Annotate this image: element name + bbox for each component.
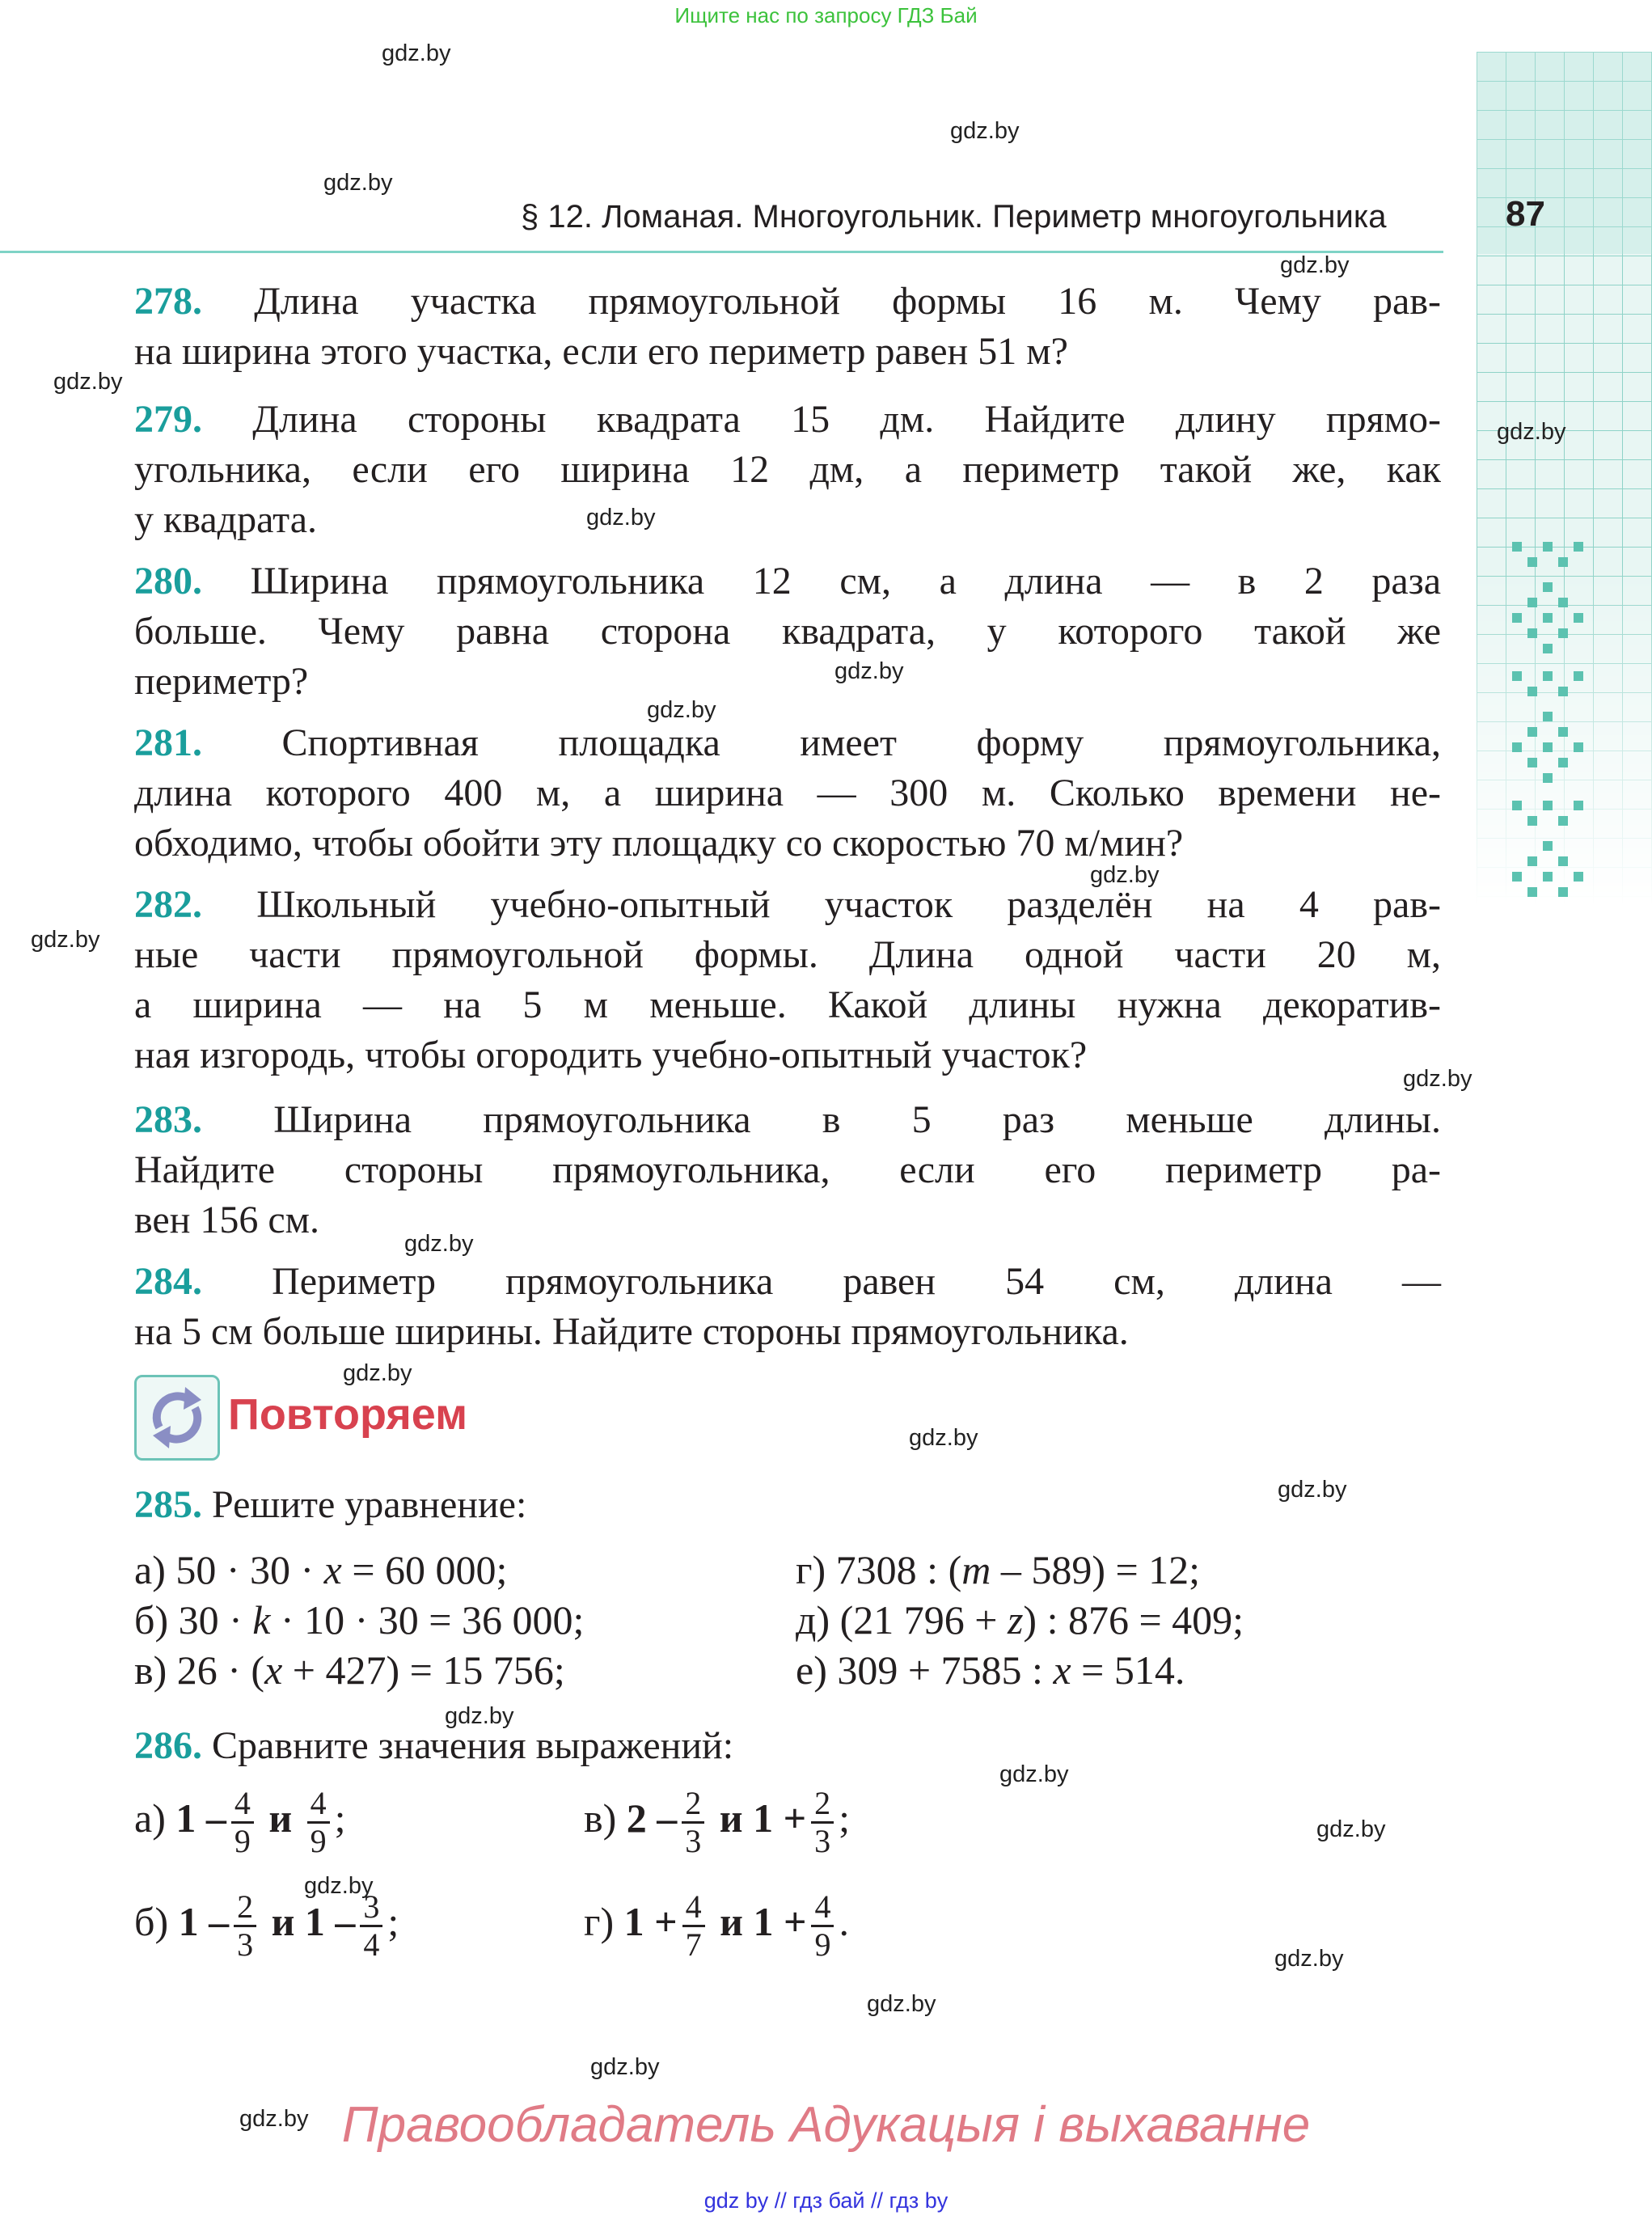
- watermark: gdz.by: [867, 1991, 936, 2017]
- problem-number: 278.: [134, 280, 202, 323]
- watermark: gdz.by: [834, 658, 904, 684]
- equation-v: в) 26 · (x + 427) = 15 756;: [134, 1647, 565, 1693]
- problem-number: 286.: [134, 1724, 202, 1767]
- problem-280: 280. Ширина прямоугольника 12 см, а длина — в 2 раза больше. Чему равна сторона квадрата, у которого такой же периметр?: [134, 560, 1442, 703]
- watermark: gdz.by: [1278, 1477, 1347, 1503]
- watermark: gdz.by: [1316, 1816, 1386, 1842]
- watermark: gdz.by: [323, 170, 393, 196]
- watermark: gdz.by: [304, 1873, 374, 1899]
- problem-number: 280.: [134, 560, 202, 603]
- watermark: gdz.by: [1090, 862, 1160, 888]
- watermark: gdz.by: [950, 118, 1020, 144]
- equation-a: а) 50 · 30 · x = 60 000;: [134, 1547, 508, 1592]
- watermark: gdz.by: [239, 2106, 309, 2132]
- problem-278: 278. Длина участка прямоугольной формы 16 м. Чему рав- на ширина этого участка, если его периметр равен 51 м?: [134, 280, 1442, 373]
- problem-number: 284.: [134, 1260, 202, 1303]
- repeat-title: Повторяем: [228, 1390, 468, 1439]
- problem-282: 282. Школьный учебно-опытный участок разделён на 4 рав- ные части прямоугольной формы. Длина одной части 20 м, а ширина — на 5 м меньше. Какой длины нужна декоратив- ная изгородь, чтобы огородить учебно-опытный участок?: [134, 883, 1442, 1076]
- problem-286: 286. Сравните значения выражений:: [134, 1724, 734, 1767]
- equation-g: г) 7308 : (m – 589) = 12;: [796, 1547, 1201, 1592]
- watermark: gdz.by: [53, 369, 123, 395]
- problem-283: 283. Ширина прямоугольника в 5 раз меньше длины. Найдите стороны прямоугольника, если его периметр ра- вен 156 см.: [134, 1098, 1442, 1241]
- side-grid-tint: [1477, 52, 1652, 254]
- page-number: 87: [1506, 194, 1545, 234]
- watermark: gdz.by: [382, 40, 451, 66]
- watermark: gdz.by: [1497, 419, 1566, 445]
- section-header: § 12. Ломаная. Многоугольник. Периметр многоугольника: [521, 199, 1387, 235]
- problem-number: 283.: [134, 1098, 202, 1141]
- problem-281: 281. Спортивная площадка имеет форму прямоугольника, длина которого 400 м, а ширина — 300 м. Сколько времени не- обходимо, чтобы обойти эту площадку со скоростью 70 м/мин?: [134, 721, 1442, 865]
- watermark: gdz.by: [343, 1360, 412, 1386]
- equation-b: б) 30 · k · 10 · 30 = 36 000;: [134, 1597, 585, 1643]
- copyright: Правообладатель Адукацыя і выхаванне: [341, 2097, 1311, 2153]
- watermark: gdz.by: [404, 1231, 474, 1257]
- comparison-a: а) 1 – $\frac{4}{9}$ и $\frac{4}{9}$ ;: [134, 1785, 346, 1859]
- equation-d: д) (21 796 + z) : 876 = 409;: [796, 1597, 1244, 1643]
- comparison-b: б) 1 – $\frac{2}{3}$ и 1 – $\frac{3}{4}$ ;: [134, 1888, 399, 1963]
- comparison-v: в) 2 – $\frac{2}{3}$ и 1 + $\frac{2}{3}$ ;: [584, 1785, 850, 1859]
- equation-e: е) 309 + 7585 : x = 514.: [796, 1647, 1185, 1693]
- watermark: gdz.by: [1403, 1066, 1472, 1092]
- watermark: gdz.by: [31, 927, 100, 953]
- comparison-g: г) 1 + $\frac{4}{7}$ и 1 + $\frac{4}{9}$ .: [584, 1888, 849, 1963]
- watermark: gdz.by: [586, 505, 656, 531]
- watermark: gdz.by: [647, 697, 716, 723]
- problem-279: 279. Длина стороны квадрата 15 дм. Найдите длину прямо- угольника, если его ширина 12 дм, а периметр такой же, как у квадрата.: [134, 398, 1442, 541]
- problem-number: 279.: [134, 398, 202, 441]
- top-banner: Ищите нас по запросу ГДЗ Бай: [674, 3, 978, 27]
- watermark: gdz.by: [999, 1761, 1069, 1787]
- watermark: gdz.by: [1280, 252, 1350, 278]
- problem-284: 284. Периметр прямоугольника равен 54 см, длина — на 5 см больше ширины. Найдите стороны прямоугольника.: [134, 1260, 1441, 1353]
- problem-number: 282.: [134, 883, 202, 926]
- ornament-icon: [1504, 534, 1593, 906]
- watermark: gdz.by: [1274, 1946, 1344, 1972]
- watermark: gdz.by: [590, 2054, 660, 2080]
- problem-number: 281.: [134, 721, 202, 764]
- watermark: gdz.by: [909, 1425, 978, 1451]
- header-divider: [0, 251, 1443, 253]
- problem-285: 285. Решите уравнение:: [134, 1483, 527, 1526]
- repeat-icon: [137, 1377, 218, 1458]
- problem-number: 285.: [134, 1483, 202, 1526]
- bottom-banner: gdz by // гдз бай // гдз by: [703, 2188, 949, 2213]
- repeat-box: [134, 1375, 220, 1461]
- watermark: gdz.by: [445, 1703, 514, 1729]
